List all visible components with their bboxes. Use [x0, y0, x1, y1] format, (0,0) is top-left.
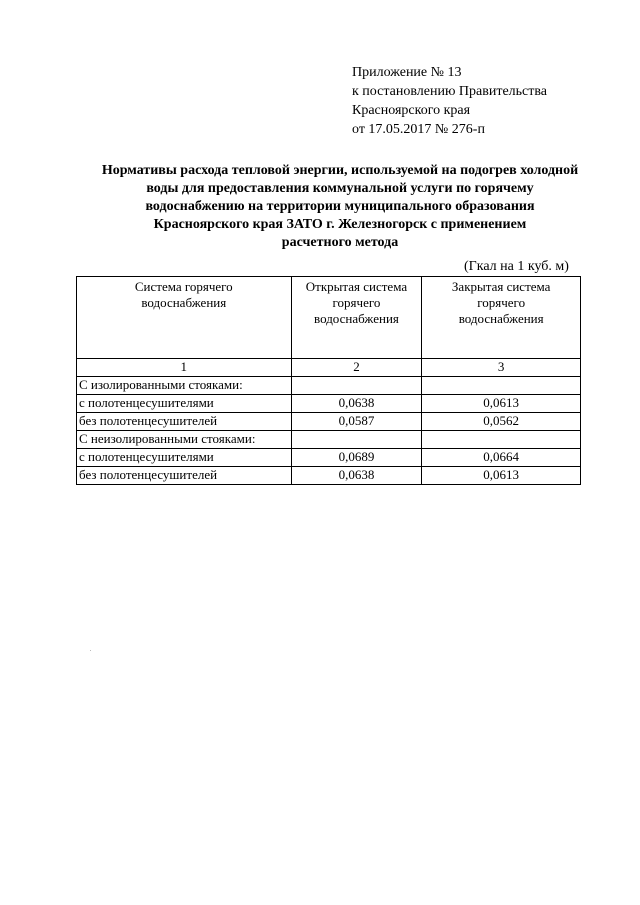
open-value: 0,0638	[291, 467, 422, 485]
column-number: 3	[422, 359, 581, 377]
open-value	[291, 377, 422, 395]
title-line: Красноярского края ЗАТО г. Железногорск с применением	[153, 217, 527, 232]
row-label: С изолированными стояками:	[77, 377, 292, 395]
header-line: водоснабжения	[458, 311, 544, 326]
closed-value: 0,0664	[422, 449, 581, 467]
document-title	[70, 162, 610, 252]
table-row	[77, 431, 581, 449]
closed-value	[422, 431, 581, 449]
norms-table	[76, 276, 581, 485]
appendix-line: Приложение № 13	[352, 65, 462, 80]
table-row	[77, 395, 581, 413]
header-line: водоснабжения	[141, 295, 227, 310]
closed-value	[422, 377, 581, 395]
row-label: с полотенцесушителями	[77, 395, 292, 413]
appendix-block	[352, 63, 547, 139]
row-label: без полотенцесушителей	[77, 467, 292, 485]
column-number: 2	[291, 359, 422, 377]
header-line: Система горячего	[134, 279, 233, 294]
open-value: 0,0689	[291, 449, 422, 467]
row-label: без полотенцесушителей	[77, 413, 292, 431]
closed-value: 0,0613	[422, 395, 581, 413]
closed-value: 0,0562	[422, 413, 581, 431]
open-value: 0,0638	[291, 395, 422, 413]
table-row	[77, 467, 581, 485]
units-label: (Гкал на 1 куб. м)	[464, 259, 569, 274]
table-row	[77, 413, 581, 431]
header-line: водоснабжения	[314, 311, 399, 326]
open-value: 0,0587	[291, 413, 422, 431]
column-number-row	[77, 359, 581, 377]
title-line: водоснабжению на территории муниципального образования	[145, 199, 535, 214]
header-cell-closed	[422, 277, 581, 359]
title-line: воды для предоставления коммунальной услуги по горячему	[146, 181, 534, 196]
row-label: С неизолированными стояками:	[77, 431, 292, 449]
open-value	[291, 431, 422, 449]
header-cell-system	[77, 277, 292, 359]
header-cell-open	[291, 277, 422, 359]
row-label: с полотенцесушителями	[77, 449, 292, 467]
header-line: горячего	[477, 295, 526, 310]
scan-speck	[90, 650, 91, 651]
table-row	[77, 377, 581, 395]
header-line: Закрытая система	[451, 279, 551, 294]
closed-value: 0,0613	[422, 467, 581, 485]
appendix-line: к постановлению Правительства	[352, 84, 548, 99]
appendix-line: от 17.05.2017 № 276-п	[352, 122, 485, 137]
table-header-row	[77, 277, 581, 359]
column-number: 1	[77, 359, 292, 377]
header-line: Открытая система	[305, 279, 408, 294]
appendix-line: Красноярского края	[352, 103, 471, 118]
title-line: Нормативы расхода тепловой энергии, используемой на подогрев холодной	[101, 163, 579, 178]
table-row	[77, 449, 581, 467]
title-line: расчетного метода	[281, 235, 399, 250]
header-line: горячего	[332, 295, 381, 310]
